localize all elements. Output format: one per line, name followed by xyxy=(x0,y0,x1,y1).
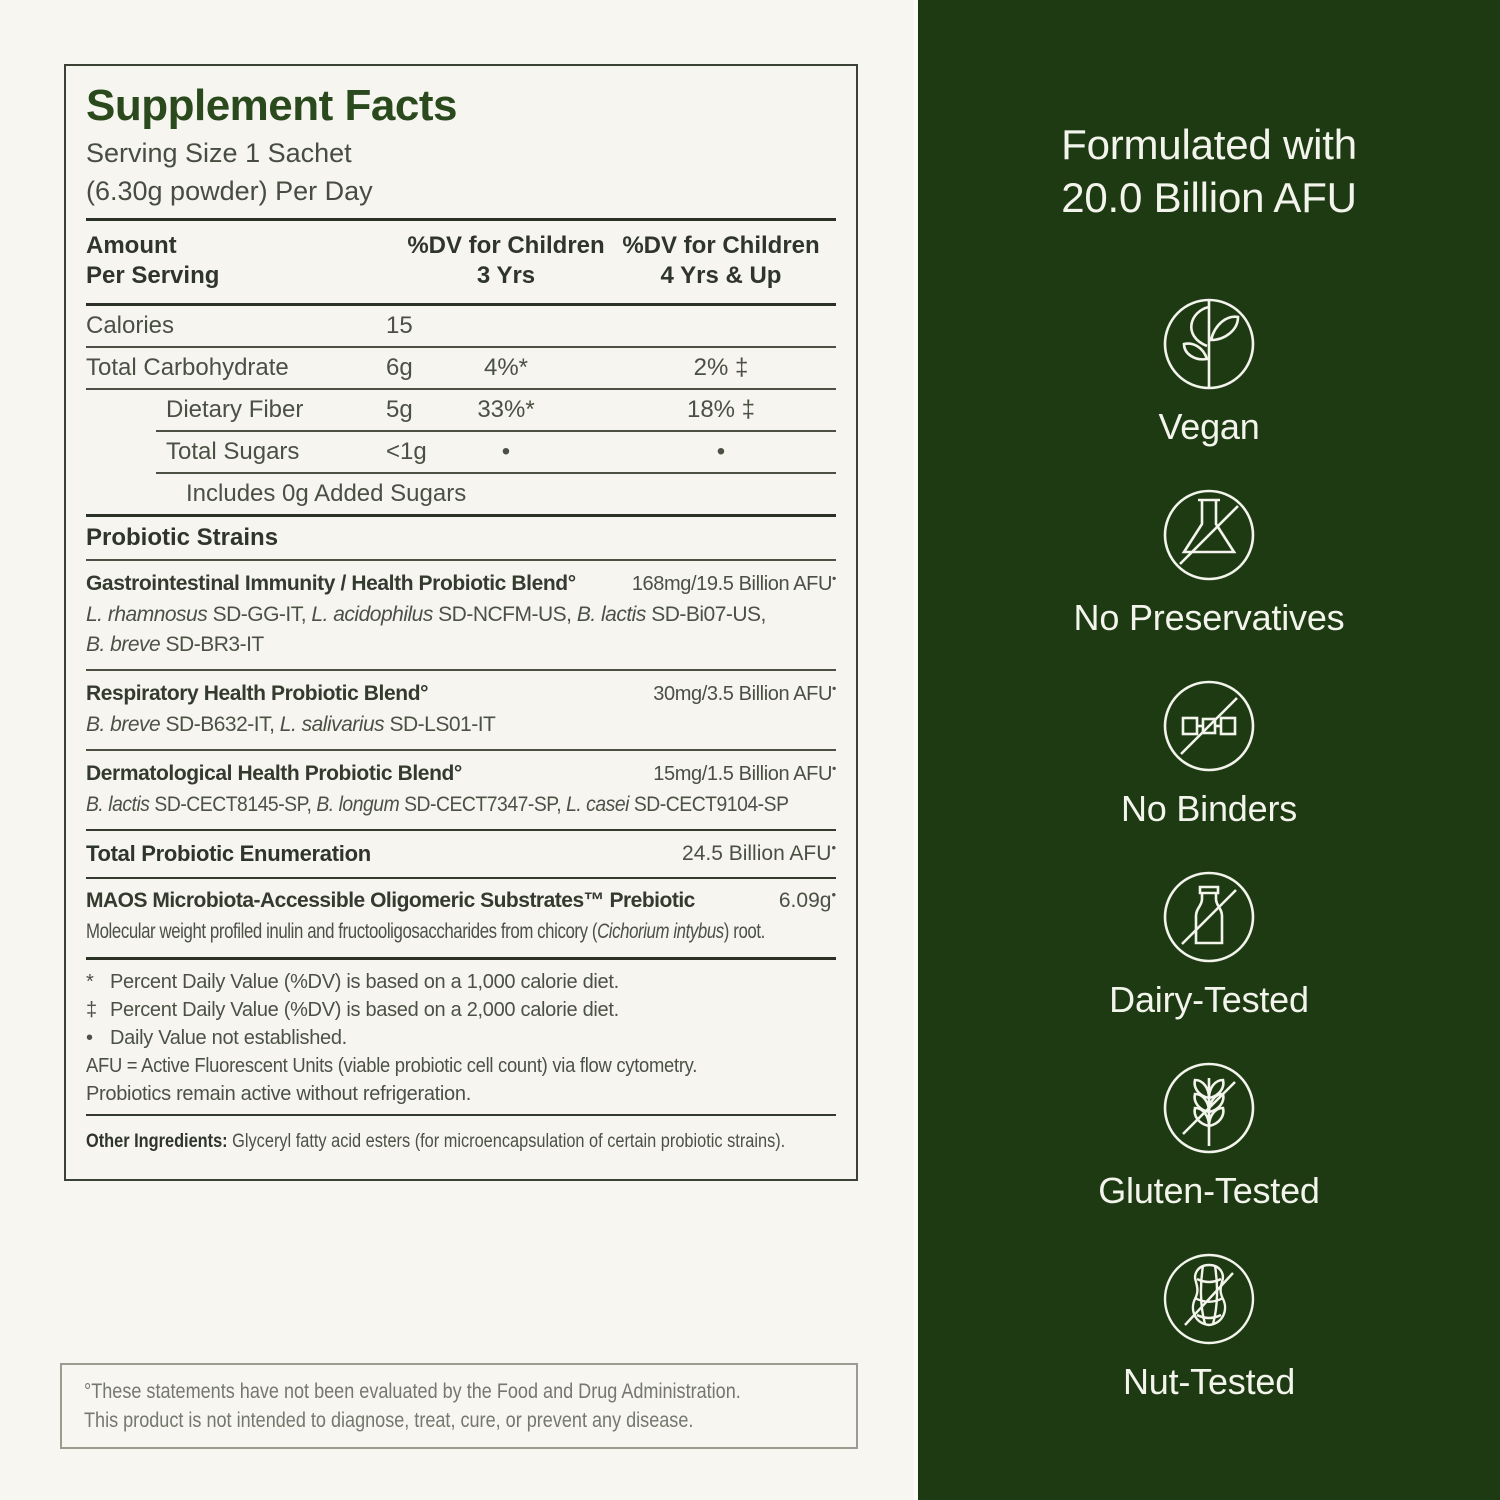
dv4-value: 18% ‡ xyxy=(686,396,756,423)
probiotic-strains-heading: Probiotic Strains xyxy=(86,524,279,551)
blend-amount: 15mg/1.5 Billion AFU• xyxy=(653,761,836,785)
no-binders-icon xyxy=(918,678,1500,774)
dairy-tested-icon xyxy=(918,869,1500,965)
nutrient-amount: 6g xyxy=(386,354,413,381)
footnote: * Percent Daily Value (%DV) is based on a 1,000 calorie diet. xyxy=(86,971,619,993)
nutrient-label: Total Carbohydrate xyxy=(86,354,289,381)
blend-species: B. breve SD-BR3-IT xyxy=(86,633,264,656)
blend-species: B. breve SD-B632-IT, L. salivarius SD-LS01-IT xyxy=(86,713,496,736)
badge-vegan xyxy=(918,296,1500,451)
serving-size: Serving Size 1 Sachet xyxy=(86,138,352,168)
nutrient-label: Total Sugars xyxy=(166,438,300,465)
vegan-icon xyxy=(918,296,1500,392)
badge-dairy-tested xyxy=(918,869,1500,1024)
blend-species: L. rhamnosus SD-GG-IT, L. acidophilus SD-NCFM-US, B. lactis SD-Bi07-US, xyxy=(86,603,766,626)
blend-name: Respiratory Health Probiotic Blend° xyxy=(86,682,429,705)
prebiotic-name: MAOS Microbiota-Accessible Oligomeric Substrates™ Prebiotic xyxy=(86,889,695,912)
nutrient-row-fiber xyxy=(86,390,836,430)
nutrient-amount: 15 xyxy=(386,312,413,339)
dv4-value: • xyxy=(716,438,726,465)
serving-detail: (6.30g powder) Per Day xyxy=(86,176,373,206)
formulated-heading-line2: 20.0 Billion AFU xyxy=(1061,174,1357,221)
supplement-facts-panel xyxy=(64,64,858,1181)
badge-label: Vegan xyxy=(1158,406,1260,447)
nutrient-row-sugars xyxy=(86,432,836,472)
other-ingredients-label: Other Ingredients: xyxy=(86,1131,228,1152)
nutrient-row-calories xyxy=(86,306,836,346)
badge-label: Nut-Tested xyxy=(1122,1361,1296,1402)
benefits-side xyxy=(918,0,1500,1500)
nutrient-label: Includes 0g Added Sugars xyxy=(186,480,467,507)
blend-amount: 168mg/19.5 Billion AFU• xyxy=(631,571,836,595)
footnote: Probiotics remain active without refrigeration. xyxy=(86,1083,471,1105)
badge-no-binders xyxy=(918,678,1500,833)
blend-name: Dermatological Health Probiotic Blend° xyxy=(86,762,462,785)
nutrient-amount: <1g xyxy=(386,438,427,465)
prebiotic-amount: 6.09g• xyxy=(778,887,836,912)
nutrient-row-added-sugars xyxy=(86,474,836,514)
total-enumeration-label: Total Probiotic Enumeration xyxy=(86,841,371,866)
footnote: ‡ Percent Daily Value (%DV) is based on a 2,000 calorie diet. xyxy=(86,999,619,1021)
footnotes xyxy=(86,960,836,1114)
blend-gastrointestinal xyxy=(86,561,836,669)
disclaimer-line: This product is not intended to diagnose, treat, cure, or prevent any disease. xyxy=(84,1409,694,1432)
badge-label: No Preservatives xyxy=(1073,597,1345,638)
nutrient-amount: 5g xyxy=(386,396,413,423)
disclaimer-line: °These statements have not been evaluated by the Food and Drug Administration. xyxy=(84,1380,741,1403)
nutrient-label: Dietary Fiber xyxy=(166,396,304,423)
facts-title: Supplement Facts xyxy=(86,81,457,130)
header-dv-3yrs: %DV for Children 3 Yrs xyxy=(407,232,605,289)
nutrient-label: Calories xyxy=(86,312,175,339)
blend-respiratory xyxy=(86,671,836,749)
badge-no-preservatives xyxy=(918,487,1500,642)
blend-name: Gastrointestinal Immunity / Health Probiotic Blend° xyxy=(86,572,576,595)
total-enumeration-amount: 24.5 Billion AFU• xyxy=(682,840,836,865)
badge-label: Dairy-Tested xyxy=(1109,979,1309,1020)
gluten-tested-icon xyxy=(918,1060,1500,1156)
blend-amount: 30mg/3.5 Billion AFU• xyxy=(653,681,836,705)
header-dv-4yrs: %DV for Children 4 Yrs & Up xyxy=(622,232,820,289)
blend-dermatological xyxy=(86,751,836,829)
badge-gluten-tested xyxy=(918,1060,1500,1215)
header-amount: Amount Per Serving xyxy=(86,232,220,289)
other-ingredients xyxy=(86,1116,836,1168)
badge-list xyxy=(918,296,1500,1406)
badge-label: No Binders xyxy=(1120,788,1298,829)
formulated-heading xyxy=(918,0,1500,224)
prebiotic-row xyxy=(86,879,836,955)
nutrient-row-carbohydrate xyxy=(86,348,836,388)
badge-nut-tested xyxy=(918,1251,1500,1406)
footnote: AFU = Active Fluorescent Units (viable probiotic cell count) via flow cytometry. xyxy=(86,1055,698,1077)
dv4-value: 2% ‡ xyxy=(693,354,749,381)
total-enumeration-row xyxy=(86,831,836,877)
prebiotic-description: Molecular weight profiled inulin and fructooligosaccharides from chicory (Cichorium intybus) root. xyxy=(86,920,765,943)
dv3-value: • xyxy=(501,438,511,465)
no-preservatives-icon xyxy=(918,487,1500,583)
blend-species: B. lactis SD-CECT8145-SP, B. longum SD-CECT7347-SP, L. casei SD-CECT9104-SP xyxy=(86,793,789,816)
other-ingredients-text: Glyceryl fatty acid esters (for microencapsulation of certain probiotic strains). xyxy=(227,1131,786,1152)
fda-disclaimer-box xyxy=(60,1363,858,1449)
formulated-heading-line1: Formulated with xyxy=(1061,121,1357,168)
badge-label: Gluten-Tested xyxy=(1098,1170,1320,1211)
dv3-value: 33%* xyxy=(477,396,535,423)
dv3-value: 4%* xyxy=(483,354,529,381)
nut-tested-icon xyxy=(918,1251,1500,1347)
facts-header-row xyxy=(86,221,836,303)
footnote: • Daily Value not established. xyxy=(86,1027,347,1049)
